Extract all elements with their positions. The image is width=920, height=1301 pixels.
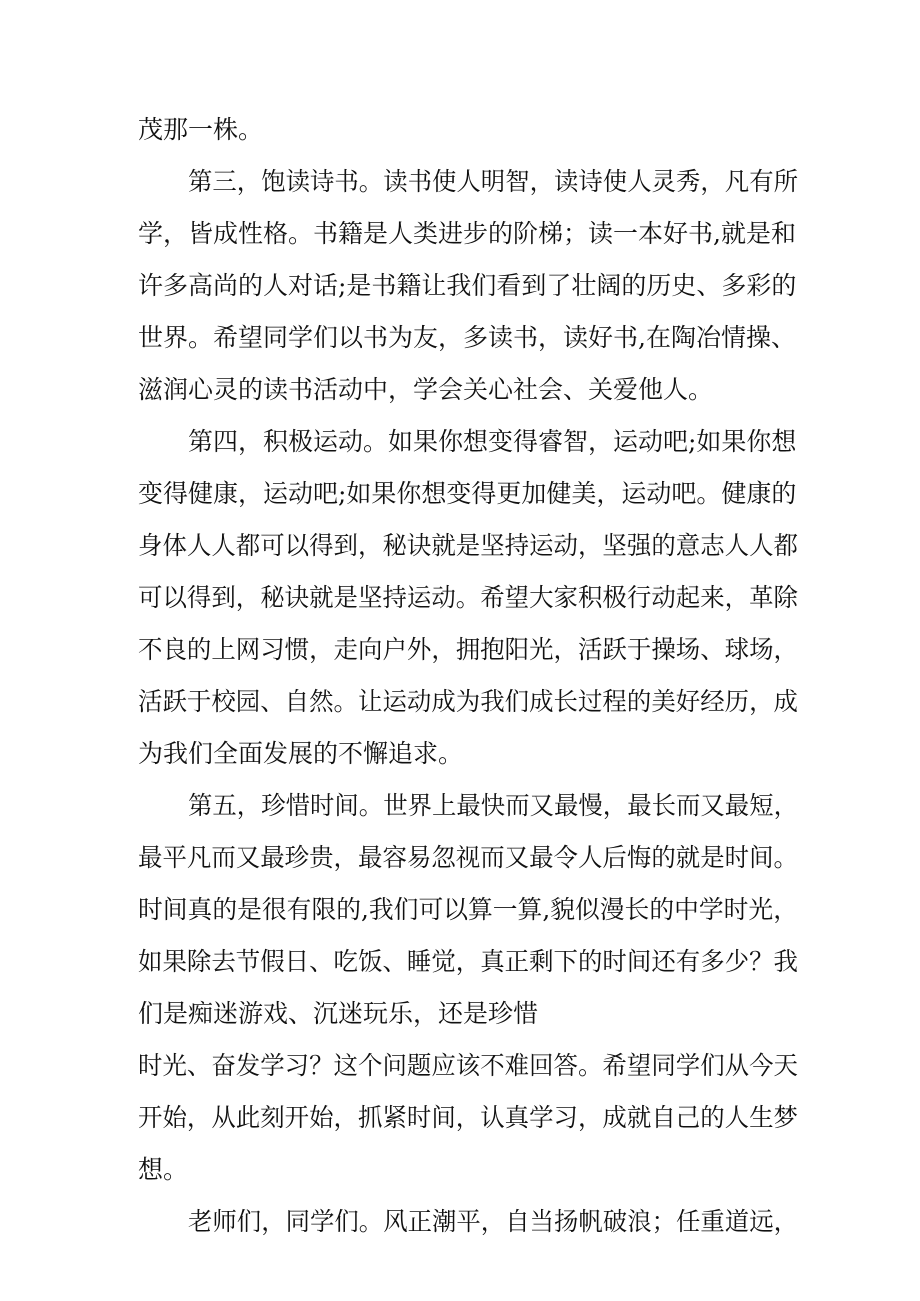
paragraph-start-line: 老师们，同学们。风正潮平，自当扬帆破浪；任重道远， xyxy=(188,1207,798,1236)
text-line: 许多高尚的人对话;是书籍让我们看到了壮阔的历史、多彩的 xyxy=(138,271,797,300)
text-line: 滋润心灵的读书活动中，学会关心社会、关爱他人。 xyxy=(138,375,714,404)
text-line: 变得健康，运动吧;如果你想变得更加健美，运动吧。健康的 xyxy=(138,479,797,508)
text-line: 为我们全面发展的不懈追求。 xyxy=(138,739,464,768)
text-line: 身体人人都可以得到，秘诀就是坚持运动，坚强的意志人人都 xyxy=(138,531,798,560)
text-line: 可以得到，秘诀就是坚持运动。希望大家积极行动起来，革除 xyxy=(138,583,798,612)
paragraph-start-line: 第五，珍惜时间。世界上最快而又最慢，最长而又最短， xyxy=(188,791,798,820)
text-line: 学，皆成性格。书籍是人类进步的阶梯；读一本好书,就是和 xyxy=(138,219,796,248)
text-line: 世界。希望同学们以书为友，多读书，读好书,在陶冶情操、 xyxy=(138,323,796,352)
text-line: 时间真的是很有限的,我们可以算一算,貌似漫长的中学时光， xyxy=(138,895,798,924)
text-line: 活跃于校园、自然。让运动成为我们成长过程的美好经历，成 xyxy=(138,687,798,716)
text-line: 们是痴迷游戏、沉迷玩乐，还是珍惜 xyxy=(138,999,539,1028)
text-line: 茂那一株。 xyxy=(138,115,264,144)
paragraph-start-line: 第四，积极运动。如果你想变得睿智，运动吧;如果你想 xyxy=(188,427,797,456)
text-line: 如果除去节假日、吃饭、睡觉，真正剩下的时间还有多少？我 xyxy=(138,947,798,976)
text-line: 最平凡而又最珍贵，最容易忽视而又最令人后悔的就是时间。 xyxy=(138,843,798,872)
text-line: 想。 xyxy=(138,1155,189,1184)
text-line: 不良的上网习惯，走向户外，拥抱阳光，活跃于操场、球场， xyxy=(138,635,798,664)
paragraph-start-line: 第三，饱读诗书。读书使人明智，读诗使人灵秀，凡有所 xyxy=(188,167,798,196)
document-body xyxy=(138,104,798,1248)
text-line: 开始，从此刻开始，抓紧时间，认真学习，成就自己的人生梦 xyxy=(138,1103,798,1132)
text-line: 时光、奋发学习？这个问题应该不难回答。希望同学们从今天 xyxy=(138,1051,798,1080)
